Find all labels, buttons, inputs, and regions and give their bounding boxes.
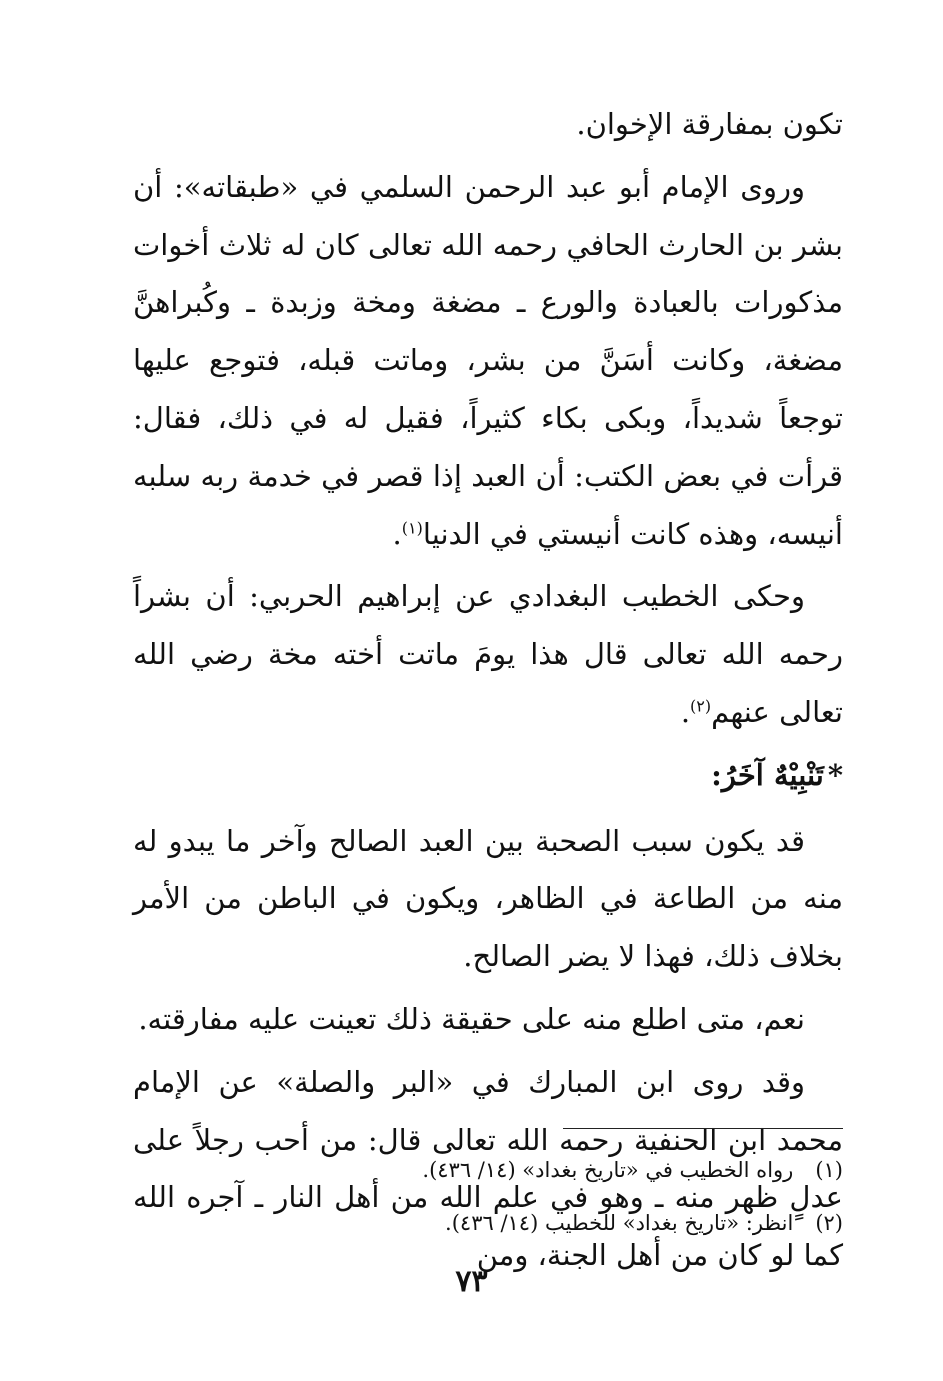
- paragraph-sulami-report: [133, 159, 843, 564]
- paragraph-separation: [133, 991, 843, 1049]
- footnote-number: (١): [815, 1158, 843, 1182]
- footnote-text: انظر: «تاريخ بغداد» للخطيب (١٤/ ٤٣٦).: [445, 1211, 794, 1235]
- paragraph-text: تكون بمفارقة الإخوان.: [576, 107, 843, 141]
- section-heading: [133, 747, 843, 805]
- paragraph-text: نعم، متى اطلع منه على حقيقة ذلك تعينت عليه مفارقته.: [138, 1001, 805, 1036]
- footnote-number: (٢): [815, 1211, 843, 1235]
- footnote-1: [133, 1148, 843, 1192]
- paragraph-end: .: [392, 516, 402, 551]
- paragraph-text: وقد روى ابن المبارك في «البر والصلة» عن الإمام محمد ابن الحنفية رحمه الله تعالى قال: من أحب رجلاً على عدلٍ ظهر منه ـ وهو في علم الله من أهل النار ـ آجره الله كما لو كان من أهل الجنة، ومن: [133, 1064, 843, 1273]
- footnote-2: [133, 1201, 843, 1245]
- paragraph-companionship: [133, 813, 843, 986]
- paragraph-end: .: [680, 694, 691, 729]
- heading-text: تَنْبِيْهٌ آخَرُ:: [711, 757, 824, 792]
- footnote-reference-1[interactable]: (١): [401, 517, 423, 537]
- footnotes: [133, 1148, 843, 1254]
- paragraph-text: وروى الإمام أبو عبد الرحمن السلمي في «طبقاته»: أن بشر بن الحارث الحافي رحمه الله تعالى كان له ثلاث أخوات مذكورات بالعبادة والورع ـ مضغة ومخة وزبدة ـ وكُبراهنَّ مضغة، وكانت أسَنَّ من بشر، وماتت قبله، فتوجع عليها توجعاً شديداً، وبكى بكاء كثيراً، فقيل له في ذلك، فقال: قرأت في بعض الكتب: أن العبد إذا قصر في خدمة ربه سلبه أنيسه، وهذه كانت أنيستي في الدنيا: [133, 169, 843, 551]
- page-number: ٧٣: [455, 1264, 488, 1299]
- heading-star-icon: *: [827, 757, 843, 792]
- paragraph-text: وحكى الخطيب البغدادي عن إبراهيم الحربي: أن بشراً رحمه الله تعالى قال هذا يومَ ماتت أخته مخة رضي الله تعالى عنهم: [133, 579, 843, 729]
- footnote-divider: [563, 1128, 843, 1129]
- paragraph-khatib-report: [133, 568, 843, 741]
- main-text: [133, 96, 843, 1290]
- footnote-reference-2[interactable]: (٢): [690, 696, 712, 716]
- footnote-text: رواه الخطيب في «تاريخ بغداد» (١٤/ ٤٣٦).: [422, 1158, 794, 1182]
- paragraph-continuation: [133, 96, 843, 154]
- paragraph-text: قد يكون سبب الصحبة بين العبد الصالح وآخر ما يبدو له منه من الطاعة في الظاهر، ويكون في الباطن من الأمر بخلاف ذلك، فهذا لا يضر الصالح.: [133, 823, 843, 974]
